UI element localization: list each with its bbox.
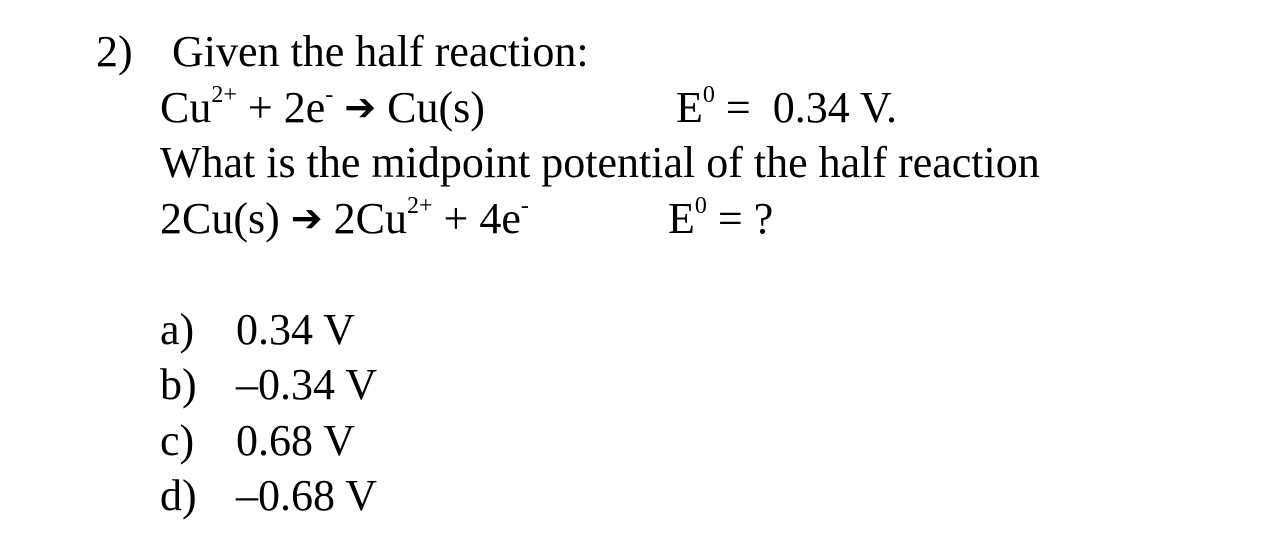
electron-term: + 4e — [432, 194, 521, 243]
option-b-letter: b) — [160, 360, 197, 409]
reactant-species: Cu — [160, 83, 212, 132]
given-potential — [676, 82, 898, 132]
option-b-value: –0.34 V — [236, 360, 377, 409]
potential-superscript: 0 — [694, 193, 707, 219]
option-d-value: –0.68 V — [236, 471, 377, 520]
reactant-species: 2Cu(s) — [160, 194, 280, 243]
option-c-value: 0.68 V — [236, 416, 355, 465]
product-species: 2Cu — [333, 194, 407, 243]
electron-charge: - — [520, 193, 529, 219]
electron-charge: - — [325, 82, 334, 108]
option-a-letter: a) — [160, 305, 195, 354]
potential-symbol: E — [676, 83, 703, 132]
option-c-letter: c) — [160, 416, 195, 465]
potential-superscript: 0 — [702, 82, 715, 108]
question-number: 2) — [96, 27, 133, 76]
electron-term: + 2e — [247, 83, 326, 132]
reaction-arrow-icon: ➔ — [344, 85, 377, 129]
half-reaction-equation — [160, 82, 485, 132]
product-species: Cu(s) — [387, 83, 485, 132]
option-d-letter: d) — [160, 471, 197, 520]
potential-value: = 0.34 V. — [714, 83, 898, 132]
potential-value: = ? — [706, 194, 774, 243]
ion-charge: 2+ — [406, 193, 433, 219]
unknown-potential — [668, 193, 774, 243]
reverse-reaction-equation — [160, 193, 529, 243]
reaction-arrow-icon: ➔ — [290, 196, 323, 240]
question-text: What is the midpoint potential of the half reaction — [160, 138, 1040, 187]
potential-symbol: E — [668, 194, 695, 243]
question-prompt: Given the half reaction: — [172, 27, 589, 76]
ion-charge: 2+ — [211, 82, 237, 108]
option-a-value: 0.34 V — [236, 305, 355, 354]
